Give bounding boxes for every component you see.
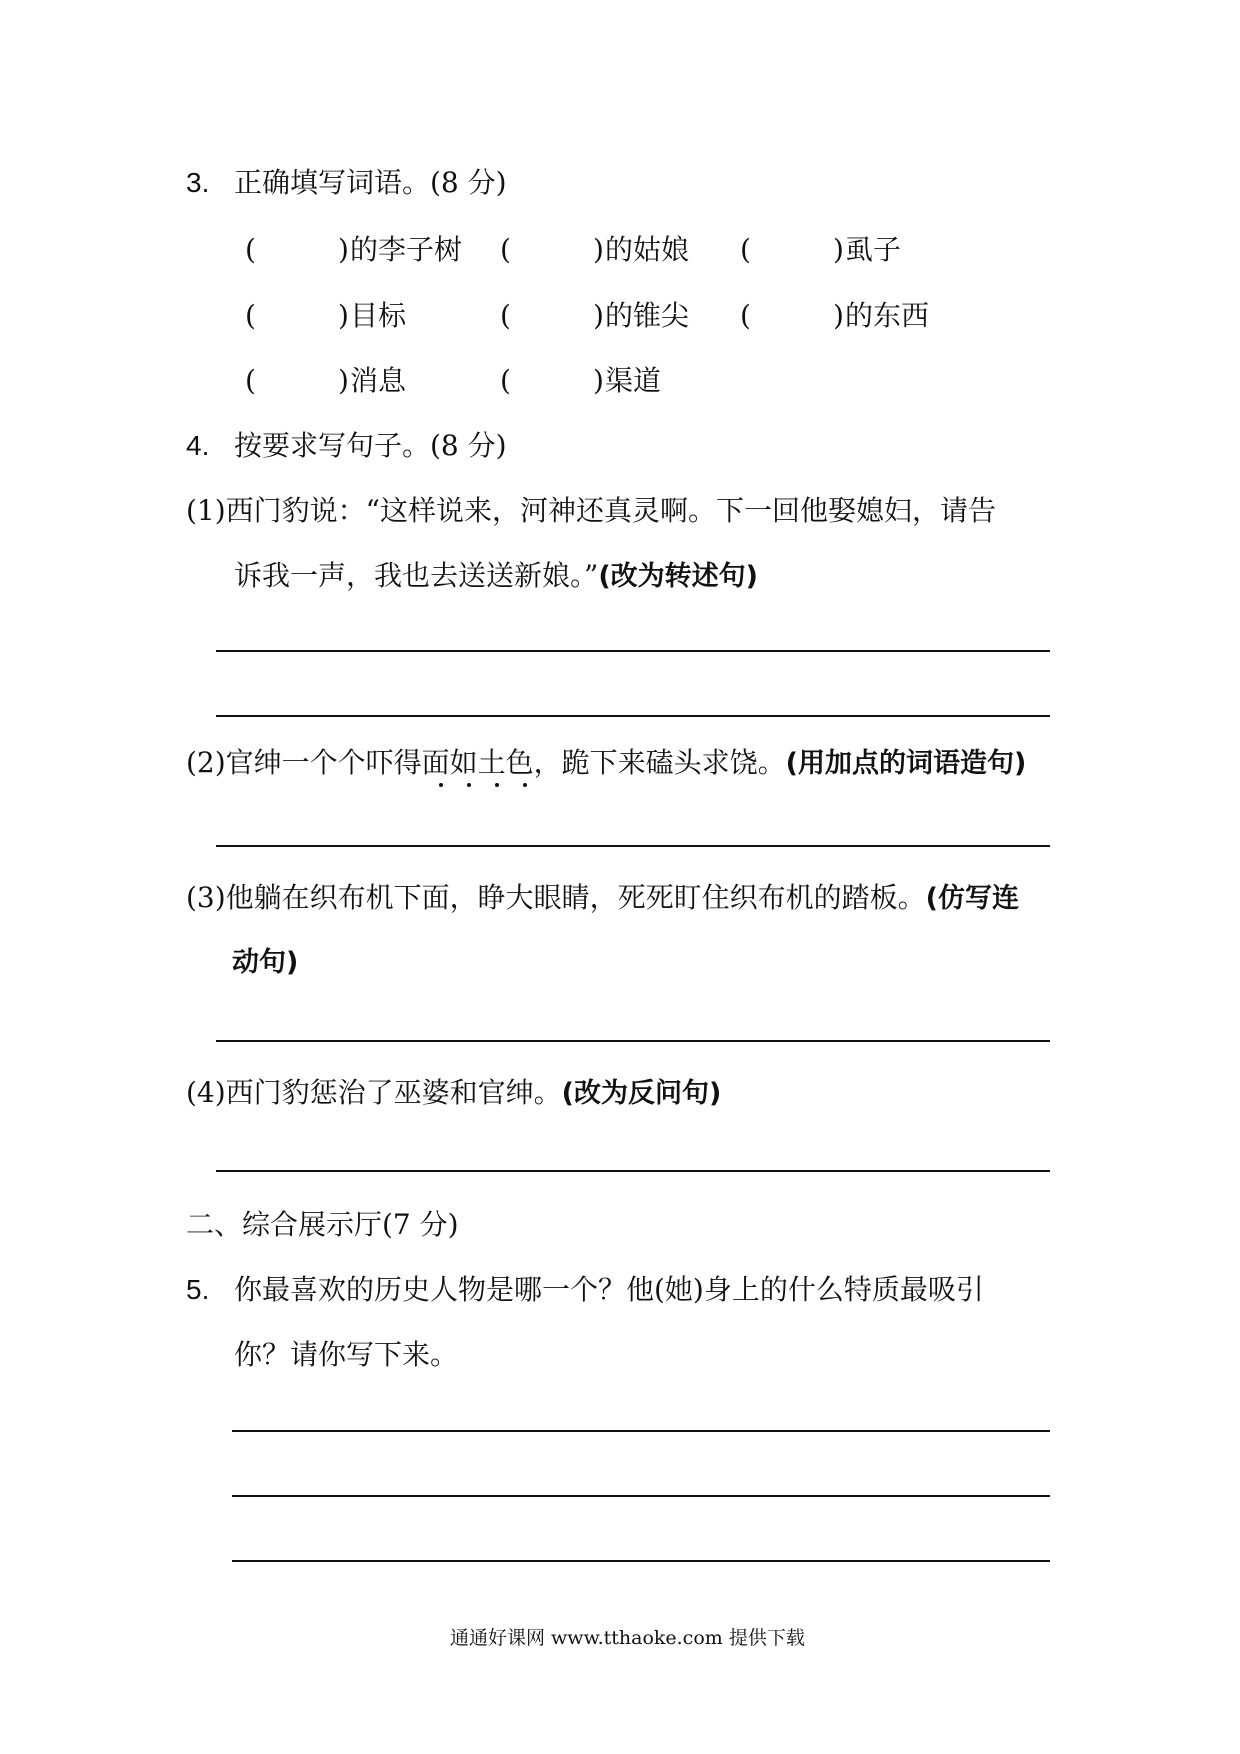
answer-line-s1-b[interactable] [216, 715, 1050, 717]
q4-s4-line [186, 1075, 721, 1112]
emphasis-dot [495, 783, 499, 787]
q5-line2: 你？请你写下来。 [234, 1338, 459, 1371]
emphasis-dot [467, 783, 471, 787]
q5-line1: 你最喜欢的历史人物是哪一个？他(她)身上的什么特质最吸引 [234, 1273, 984, 1306]
blank-1-word: 的李子树 [350, 233, 463, 266]
answer-line-s1-a[interactable] [216, 650, 1050, 652]
blank-3-close: ) [833, 233, 844, 266]
q3-title: 正确填写词语。(8 分) [234, 166, 507, 199]
blank-6-word: 的东西 [845, 299, 930, 332]
q4-number: 4. [186, 430, 210, 461]
blank-1-open: ( [245, 233, 256, 266]
footer-source: 通通好课网 www.tthaoke.com 提供下载 [450, 1627, 805, 1649]
q4-s1-text: 诉我一声，我也去送送新娘。” [234, 559, 599, 592]
blank-5-word: 的锥尖 [605, 299, 690, 332]
blank-7-close: ) [338, 364, 349, 397]
q4-s3-line1 [186, 880, 1019, 917]
q4-s2-text: (2)官绅一个个吓得面如土色，跪下来磕头求饶。 [186, 746, 786, 779]
answer-line-q5-c[interactable] [232, 1560, 1050, 1562]
q4-s2-line [186, 745, 1026, 782]
blank-4-word: 目标 [350, 299, 407, 332]
blank-5-close: ) [593, 299, 604, 332]
section2-title: 二、综合展示厅(7 分) [186, 1208, 459, 1241]
blank-4-open: ( [245, 299, 256, 332]
answer-line-s2[interactable] [216, 845, 1050, 847]
q4-s2-requirement: (用加点的词语造句) [785, 748, 1027, 779]
blank-6-close: ) [833, 299, 844, 332]
blank-7-word: 消息 [350, 364, 407, 397]
blank-4-close: ) [338, 299, 349, 332]
q4-s1-line2 [234, 558, 758, 595]
q5-number: 5. [186, 1274, 210, 1305]
blank-2-open: ( [500, 233, 511, 266]
answer-line-q5-a[interactable] [232, 1430, 1050, 1432]
blank-1-close: ) [338, 233, 349, 266]
emphasis-dot [523, 783, 527, 787]
q4-title: 按要求写句子。(8 分) [234, 429, 507, 462]
answer-line-q5-b[interactable] [232, 1495, 1050, 1497]
q4-s4-requirement: (改为反问句) [561, 1078, 722, 1109]
blank-8-open: ( [500, 364, 511, 397]
answer-line-s4[interactable] [216, 1170, 1050, 1172]
q3-number: 3. [186, 167, 210, 198]
blank-7-open: ( [245, 364, 256, 397]
blank-8-close: ) [593, 364, 604, 397]
q4-s1-line1: (1)西门豹说：“这样说来，河神还真灵啊。下一回他娶媳妇，请告 [186, 494, 996, 527]
blank-3-open: ( [740, 233, 751, 266]
blank-2-close: ) [593, 233, 604, 266]
blank-6-open: ( [740, 299, 751, 332]
q4-s3-requirement-part2: 动句) [232, 947, 299, 978]
q4-s3-text: (3)他躺在织布机下面，睁大眼睛，死死盯住织布机的踏板。 [186, 881, 926, 914]
blank-3-word: 虱子 [845, 233, 902, 266]
blank-5-open: ( [500, 299, 511, 332]
blank-8-word: 渠道 [605, 364, 662, 397]
q4-s3-requirement-part1: (仿写连 [925, 883, 1020, 914]
answer-line-s3[interactable] [216, 1040, 1050, 1042]
emphasis-dot [439, 783, 443, 787]
q4-s4-text: (4)西门豹惩治了巫婆和官绅。 [186, 1076, 562, 1109]
blank-2-word: 的姑娘 [605, 233, 690, 266]
q4-s1-requirement: (改为转述句) [598, 561, 759, 592]
